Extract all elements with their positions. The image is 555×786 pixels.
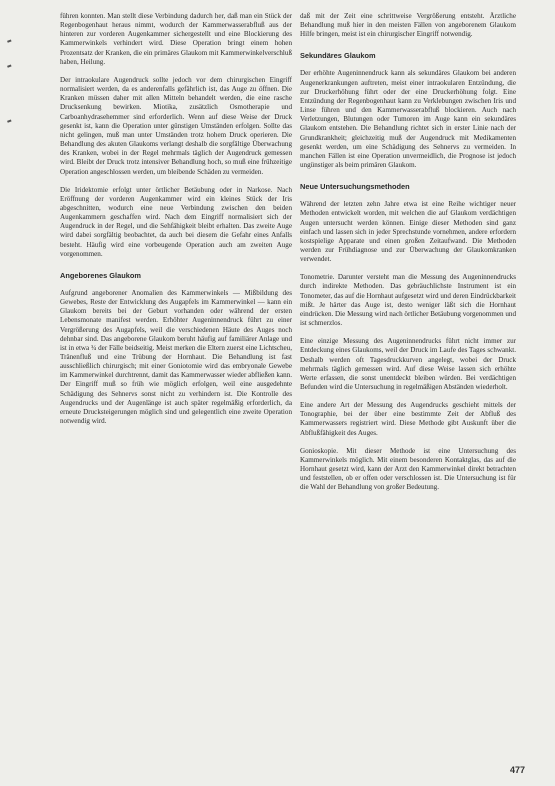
paragraph: Eine einzige Messung des Augeninnendrucks führt nicht immer zur Entdeckung eines Glaukoms, weil der Druck im Laufe des Tages schwankt. Deshalb werden oft Tagesdruckkurven angelegt, wobei der Druck mehrmals täglich gemessen wird. Auf diese Weise lassen sich erhöhte Werte erfassen, die sonst unentdeckt bleiben würden. Bei verdächtigen Befunden wird die Untersuchung in regelmäßigen Abständen wiederholt. (300, 337, 516, 391)
paragraph: Der erhöhte Augeninnendruck kann als sekundäres Glaukom bei anderen Augenerkrankungen auftreten, meist einer intraokularen Entzündung, die zur Druckerhöhung führt oder der eine Druckerhöhung folgt. Eine Entzündung der Regenbogenhaut kann zu Verklebungen zwischen Iris und Linse führen und den Kammerwasserabfluß blockieren. Auch nach Verletzungen, Blutungen oder Tumoren im Auge kann ein sekundäres Glaukom entstehen. Die Behandlung richtet sich in erster Linie nach der Grundkrankheit; gleichzeitig muß der Augendruck mit Medikamenten gesenkt werden, um eine Schädigung des Sehnervs zu vermeiden. In manchen Fällen ist eine Operation unvermeidlich, die Prognose ist jedoch ungünstiger als beim primären Glaukom. (300, 69, 516, 170)
margin-mark (7, 64, 13, 71)
margin-mark (7, 119, 13, 126)
section-heading: Neue Untersuchungsmethoden (300, 182, 410, 192)
paragraph: Tonometrie. Darunter versteht man die Messung des Augeninnendrucks durch indirekte Methoden. Das gebräuchlichste Instrument ist ein Tonometer, das auf die Hornhaut aufgesetzt wird und deren Eindrückbarkeit mißt. Je härter das Auge ist, desto weniger läßt sich die Hornhaut eindrücken. Die Messung wird nach örtlicher Betäubung vorgenommen und ist schmerzlos. (300, 273, 516, 328)
paragraph: Die Iridektomie erfolgt unter örtlicher Betäubung oder in Narkose. Nach Eröffnung der vorderen Augenkammer wird ein kleines Stück der Iris abgeschnitten, wodurch eine neue Verbindung zwischen den beiden Augenkammern geschaffen wird. Nach dem Eingriff normalisiert sich der Augendruck in der Regel, und die Sehfähigkeit bleibt erhalten. Das zweite Auge wird dabei sorgfältig beobachtet, da auch bei diesem die Gefahr eines Anfalls besteht. Häufig wird eine vorbeugende Operation auch am zweiten Auge vorgenommen. (60, 185, 292, 258)
right-column (300, 12, 516, 752)
paragraph: Während der letzten zehn Jahre etwa ist eine Reihe wichtiger neuer Methoden entwickelt worden, mit welchen die auf Glaukom verdächtigen Augen untersucht werden können. Einige dieser Methoden sind ganz einfach und lassen sich in jeder Sprechstunde vornehmen, andere erfordern kostspielige Apparate und einen großen Zeitaufwand. Die Methoden werden zur Frühdiagnose und zur Überwachung der Glaukomkranken verwendet. (300, 200, 516, 264)
paragraph: Aufgrund angeborener Anomalien des Kammerwinkels — Mißbildung des Gewebes, Reste der Entwicklung des Augapfels im Kammerwinkel — kann ein Glaukom bereits bei der Geburt vorhanden oder während der ersten Lebensmonate manifest werden. Erhöhter Augeninnendruck führt zu einer Vergrößerung des Augapfels, weil die verschiedenen Häute des Auges noch dehnbar sind. Das angeborene Glaukom beruht häufig auf familiärer Anlage und ist in etwa ¾ der Fälle beidseitig. Meist merken die Eltern zuerst eine Lichtscheu, Tränenfluß und eine Trübung der Hornhaut. Die Behandlung ist fast ausschließlich chirurgisch; mit einer Goniotomie wird das embryonale Gewebe im Kammerwinkel durchtrennt, damit das Kammerwasser wieder abfließen kann. Der Eingriff muß so früh wie möglich erfolgen, weil eine ausgedehnte Schädigung des Sehnervs sonst nicht zu verhindern ist. Die Kontrolle des Augendrucks und der Augenlänge ist auch später regelmäßig erforderlich, da erneute Drucksteigerungen möglich sind und gelegentlich eine zweite Operation notwendig wird. (60, 288, 292, 426)
left-column (60, 12, 292, 772)
paragraph: Eine andere Art der Messung des Augendrucks geschieht mittels der Tonographie, bei der über eine bestimmte Zeit der Abfluß des Kammerwassers registriert wird. Diese Methode gibt Auskunft über die Abflußfähigkeit des Auges. (300, 401, 516, 437)
paragraph: daß mit der Zeit eine schrittweise Vergrößerung entsteht. Ärztliche Behandlung muß hier in den meisten Fällen von angeborenem Glaukom Hilfe bringen, meist ist ein chirurgischer Eingriff notwendig. (300, 12, 516, 39)
page-number: 477 (509, 765, 525, 775)
section-heading: Sekundäres Glaukom (300, 51, 376, 61)
paragraph: führen konnten. Man stellt diese Verbindung dadurch her, daß man ein Stück der Regenbogenhaut heraus nimmt, wodurch der Kammerwasserabfluß aus der hinteren zur vorderen Augenkammer sichergestellt und eine Blockierung des Kammerwinkels verhindert wird. Diese Operation bringt einem hohen Prozentsatz der Kranken, die ein primäres Glaukom mit Kammerwinkelverschluß haben, Heilung. (60, 12, 292, 66)
paragraph: Der intraokulare Augendruck sollte jedoch vor dem chirurgischen Eingriff normalisiert werden, da es anderenfalls gefährlich ist, das Auge zu öffnen. Die Kranken müssen daher mit allen Mitteln behandelt werden, die eine rasche Drucksenkung bewirken. Miotika, zusätzlich Osmotherapie und Carboanhydrasehemmer sind erforderlich. Wenn auf diese Weise der Druck gesenkt ist, kann die Operation unter günstigen Umständen erfolgen. Sollte das nicht gelingen, muß man unter Umständen trotz hohem Druck operieren. Die Behandlung des akuten Glaukoms verlangt deshalb die sorgfältige Überwachung des Kranken, wobei in der Regel mehrmals täglich der Augendruck gemessen wird. Bleibt der Druck trotz intensiver Behandlung hoch, so muß eine frühzeitige Operation angeschlossen werden, um bleibende Schäden zu vermeiden. (60, 75, 292, 176)
paragraph: Gonioskopie. Mit dieser Methode ist eine Untersuchung des Kammerwinkels möglich. Mit einem besonderen Kontaktglas, das auf die Hornhaut gesetzt wird, kann der Arzt den Kammerwinkel direkt betrachten und feststellen, ob er offen oder verschlossen ist. Die Untersuchung ist für die Wahl der Behandlung von großer Bedeutung. (300, 446, 516, 492)
margin-mark (7, 39, 13, 46)
section-heading: Angeborenes Glaukom (60, 270, 141, 280)
